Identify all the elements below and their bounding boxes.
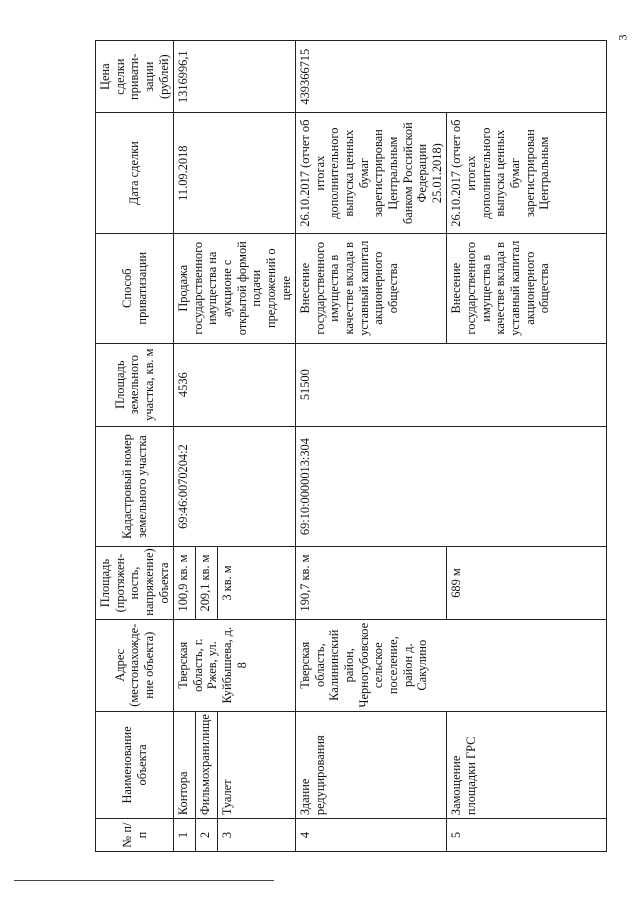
cell-cadastre: 69:46:0070204:2: [174, 426, 296, 547]
table-row: [296, 41, 447, 852]
cell-land-area: 51500: [296, 343, 607, 426]
header-method: Способ приватизации: [96, 233, 174, 343]
cell-name: Замощение площадки ГРС: [447, 711, 607, 818]
table-header-row: [96, 41, 174, 852]
cell-name: Контора: [174, 711, 196, 818]
cell-num: 3: [218, 819, 296, 852]
cell-num: 1: [174, 819, 196, 852]
cell-area: 209,1 кв. м: [196, 547, 218, 619]
footnote-separator: [14, 880, 274, 881]
cell-area: 190,7 кв. м: [296, 547, 447, 619]
cell-address: Тверская область, Калининский район, Черногубовское сельское поселение, район д. Сакулино: [296, 619, 607, 711]
cell-area: 100,9 кв. м: [174, 547, 196, 619]
cell-date: 11.09.2018: [174, 113, 296, 234]
cell-date: 26.10.2017 (отчет об итогах дополнительного выпуска ценных бумаг зарегистрирован Центральным: [447, 113, 607, 234]
cell-price: 439366715: [296, 41, 607, 113]
cell-land-area: 4536: [174, 343, 296, 426]
header-name: Наименование объекта: [96, 711, 174, 818]
cell-method: Внесение государственного имущества в качестве вклада в уставный капитал акционерного общества: [296, 233, 447, 343]
cell-name: Фильмохранилище: [196, 711, 218, 818]
privatization-table: [95, 40, 607, 852]
header-price: Цена сделки привати-зации (рублей): [96, 41, 174, 113]
cell-num: 4: [296, 819, 447, 852]
cell-method: Продажа государственного имущества на аукционе с открытой формой подачи предложений о цене: [174, 233, 296, 343]
table-row: [174, 41, 196, 852]
header-area: Площадь (протяжен-ность, напряжение) объекта: [96, 547, 174, 619]
cell-name: Здание редуцирования: [296, 711, 447, 818]
rotated-table-container: [95, 40, 611, 852]
cell-price: 1316996,1: [174, 41, 296, 113]
cell-area: 3 кв. м: [218, 547, 296, 619]
header-land-area: Площадь земельного участка, кв. м: [96, 343, 174, 426]
header-date: Дата сделки: [96, 113, 174, 234]
header-address: Адрес (местонахожде-ние объекта): [96, 619, 174, 711]
header-cadastre: Кадастровый номер земельного участка: [96, 426, 174, 547]
cell-name: Туалет: [218, 711, 296, 818]
cell-num: 2: [196, 819, 218, 852]
header-num: № п/п: [96, 819, 174, 852]
page-number: 3: [615, 34, 630, 41]
cell-num: 5: [447, 819, 607, 852]
cell-date: 26.10.2017 (отчет об итогах дополнительного выпуска ценных бумаг зарегистрирован Центральным банком Российской Федерации 25.01.2018): [296, 113, 447, 234]
cell-address: Тверская область, г. Ржев, ул. Куйбышева, д. 8: [174, 619, 296, 711]
cell-cadastre: 69:10:0000013:304: [296, 426, 607, 547]
cell-method: Внесение государственного имущества в качестве вклада в уставный капитал акционерного общества: [447, 233, 607, 343]
cell-area: 689 м: [447, 547, 607, 619]
